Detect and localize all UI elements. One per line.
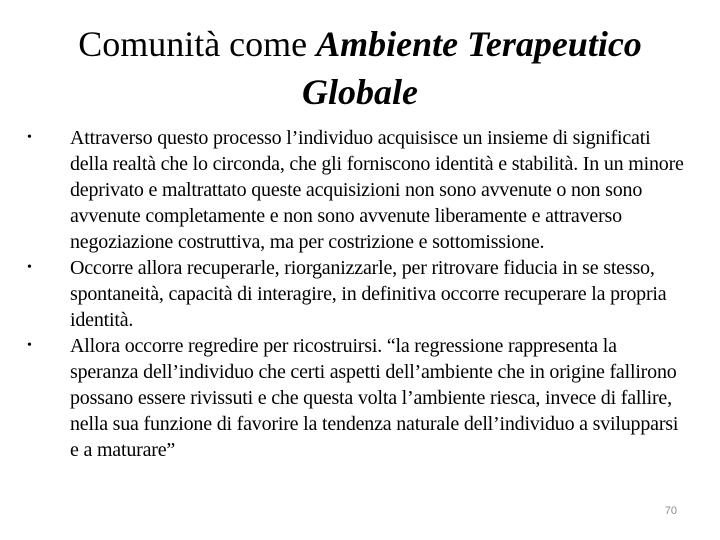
bullet-marker: •: [27, 338, 32, 353]
bullet-marker: •: [27, 260, 32, 275]
title-plain-text: Comunità come: [78, 24, 317, 64]
bullet-text: Attraverso questo processo l’individuo acquisisce un insieme di significati della realtà che lo circonda, che gli forniscono identità e stabilità. In un minore deprivato e maltrattato queste acquisizioni non sono avvenute o non sono avvenute completamente e non sono avvenute liberamente e attraverso negoziazione costruttiva, ma per costrizione e sottomissione.: [70, 127, 684, 253]
bullet-item: [27, 333, 685, 463]
bullet-item: [27, 255, 685, 333]
bullet-list: [0, 125, 720, 463]
slide-title: [20, 20, 700, 116]
bullet-text: Occorre allora recuperarle, riorganizzarle, per ritrovare fiducia in se stesso, spontaneità, capacità di interagire, in definitiva occorre recuperare la propria identità.: [70, 257, 667, 331]
bullet-text: Allora occorre regredire per ricostruirsi. “la regressione rappresenta la speranza dell’individuo che certi aspetti dell’ambiente che in origine fallirono possano essere rivissuti e che questa volta l’ambiente riesca, invece di fallire, nella sua funzione di favorire la tendenza naturale dell’individuo a svilupparsi e a maturare”: [70, 335, 679, 461]
title-emphasis-line2: Globale: [302, 72, 418, 112]
bullet-item: [27, 125, 685, 255]
page-number: 70: [664, 505, 677, 517]
bullet-marker: •: [27, 130, 32, 145]
title-emphasis-line1: Ambiente Terapeutico: [316, 24, 642, 64]
